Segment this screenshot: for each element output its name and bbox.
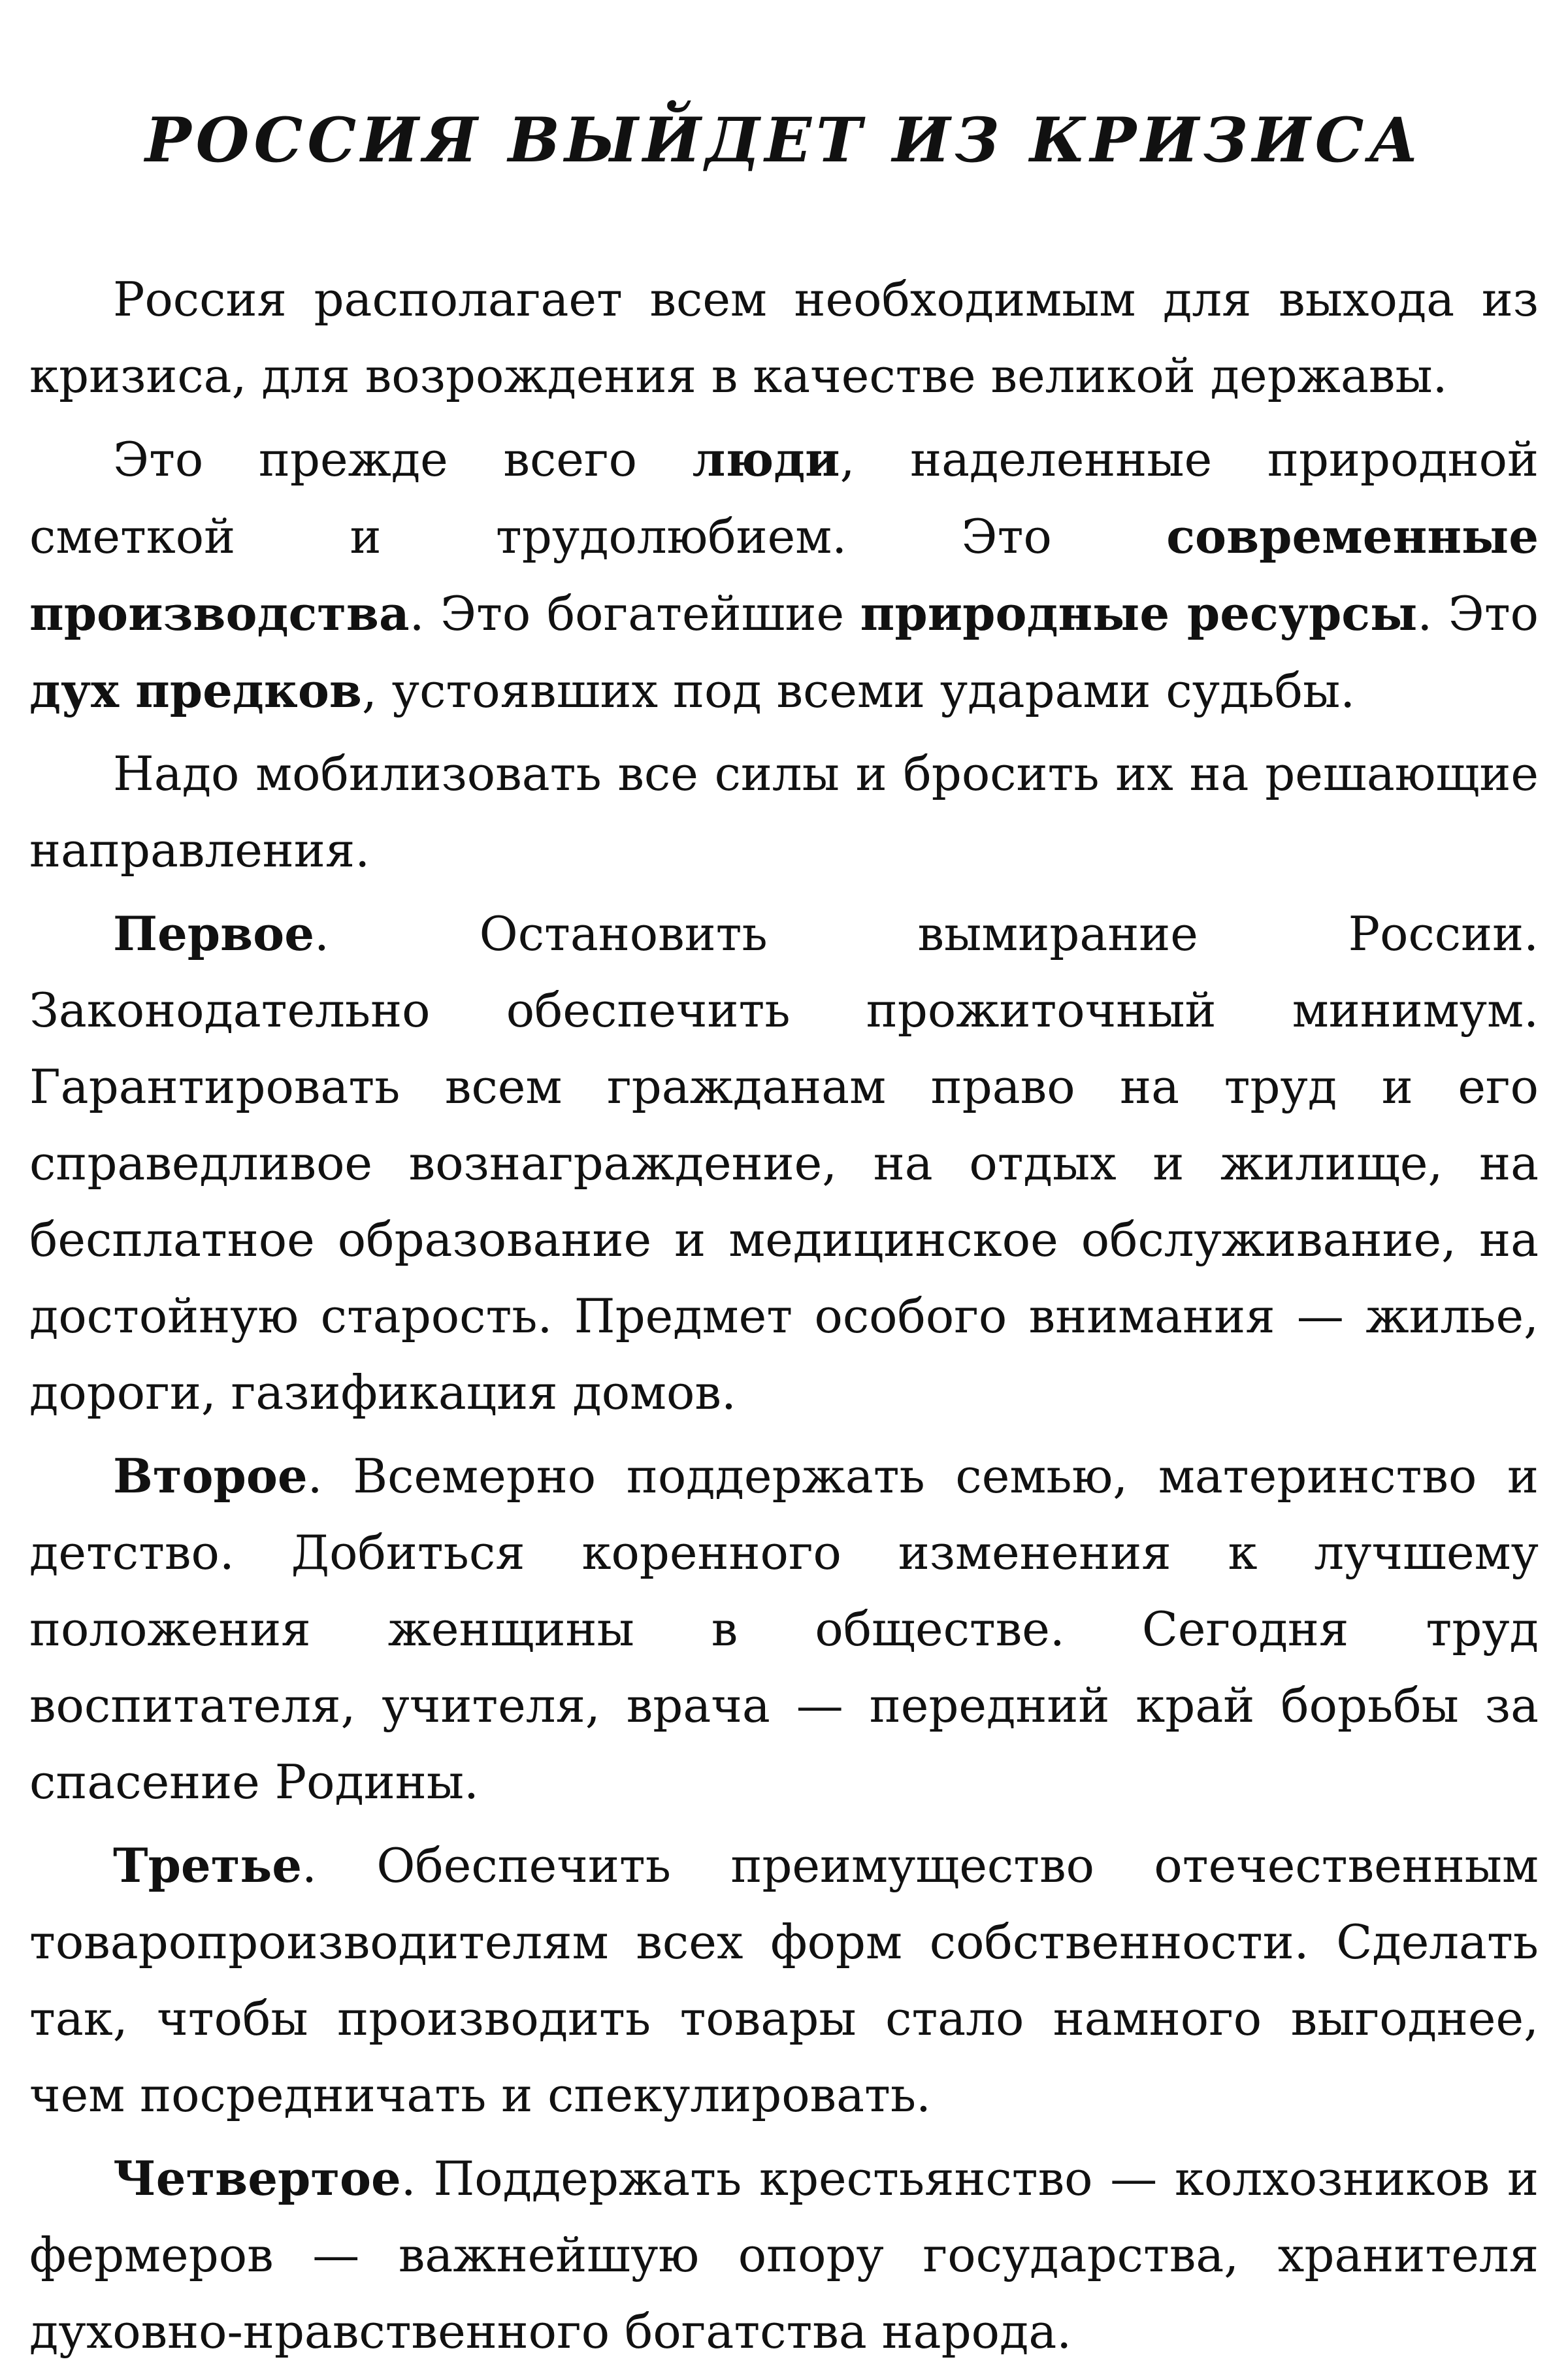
document-body — [29, 261, 1539, 2370]
paragraph-first — [29, 895, 1539, 1431]
page-title: РОССИЯ ВЫЙДЕТ ИЗ КРИЗИСА — [144, 105, 1424, 176]
paragraph-text: Россия располагает всем необходимым для выхода из кризиса, для возрождения в качестве великой державы. — [29, 272, 1539, 403]
paragraph-text: Это прежде всего — [113, 432, 693, 487]
paragraph-resources — [29, 261, 1539, 414]
point-label-third: Третье — [113, 1837, 302, 1893]
document-page — [29, 0, 1539, 2359]
paragraph-text: Надо мобилизовать все силы и бросить их на решающие направления. — [29, 746, 1539, 878]
paragraph-text: . Поддержать крестьянство — колхозников и фермеров — важнейшую опору государства, хранителя духовно-нравственного богатства народа. — [29, 2151, 1539, 2359]
paragraph-assets — [29, 421, 1539, 729]
paragraph-third — [29, 1827, 1539, 2133]
emphasis-ancestors: дух предков — [29, 663, 362, 718]
paragraph-text: . Это — [1417, 586, 1539, 641]
paragraph-text: . Это богатейшие — [409, 586, 860, 641]
paragraph-text: . Всемерно поддержать семью, материнство и детство. Добиться коренного изменения к лучшему положения женщины в обществе. Сегодня труд воспитателя, учителя, врача — передний край борьбы за спасение Родины. — [29, 1449, 1539, 1809]
paragraph-text: , устоявших под всеми ударами судьбы. — [361, 663, 1356, 718]
paragraph-text: . Обеспечить преимущество отечественным товаропроизводителям всех форм собственности. Сделать так, чтобы производить товары стало намного выгоднее, чем посредничать и спекулировать. — [29, 1838, 1539, 2122]
paragraph-text: . Остановить вымирание России. Законодательно обеспечить прожиточный минимум. Гарантировать всем гражданам право на труд и его справедливое вознаграждение, на отдых и жилище, на бесплатное образование и медицинское обслуживание, на достойную старость. Предмет особого внимания — жилье, дороги, газификация домов. — [29, 906, 1539, 1420]
emphasis-production: современные производства — [29, 508, 1539, 641]
paragraph-mobilize — [29, 736, 1539, 889]
emphasis-people: люди — [692, 431, 840, 487]
point-label-fourth: Четвертое — [113, 2150, 401, 2206]
paragraph-second — [29, 1438, 1539, 1820]
paragraph-fourth — [29, 2140, 1539, 2370]
emphasis-natural-resources: природные ресурсы — [860, 585, 1418, 641]
point-label-first: Первое — [113, 906, 315, 961]
point-label-second: Второе — [113, 1448, 308, 1504]
paragraph-text: , наделенные природной сметкой и трудолюбием. Это — [29, 432, 1539, 564]
